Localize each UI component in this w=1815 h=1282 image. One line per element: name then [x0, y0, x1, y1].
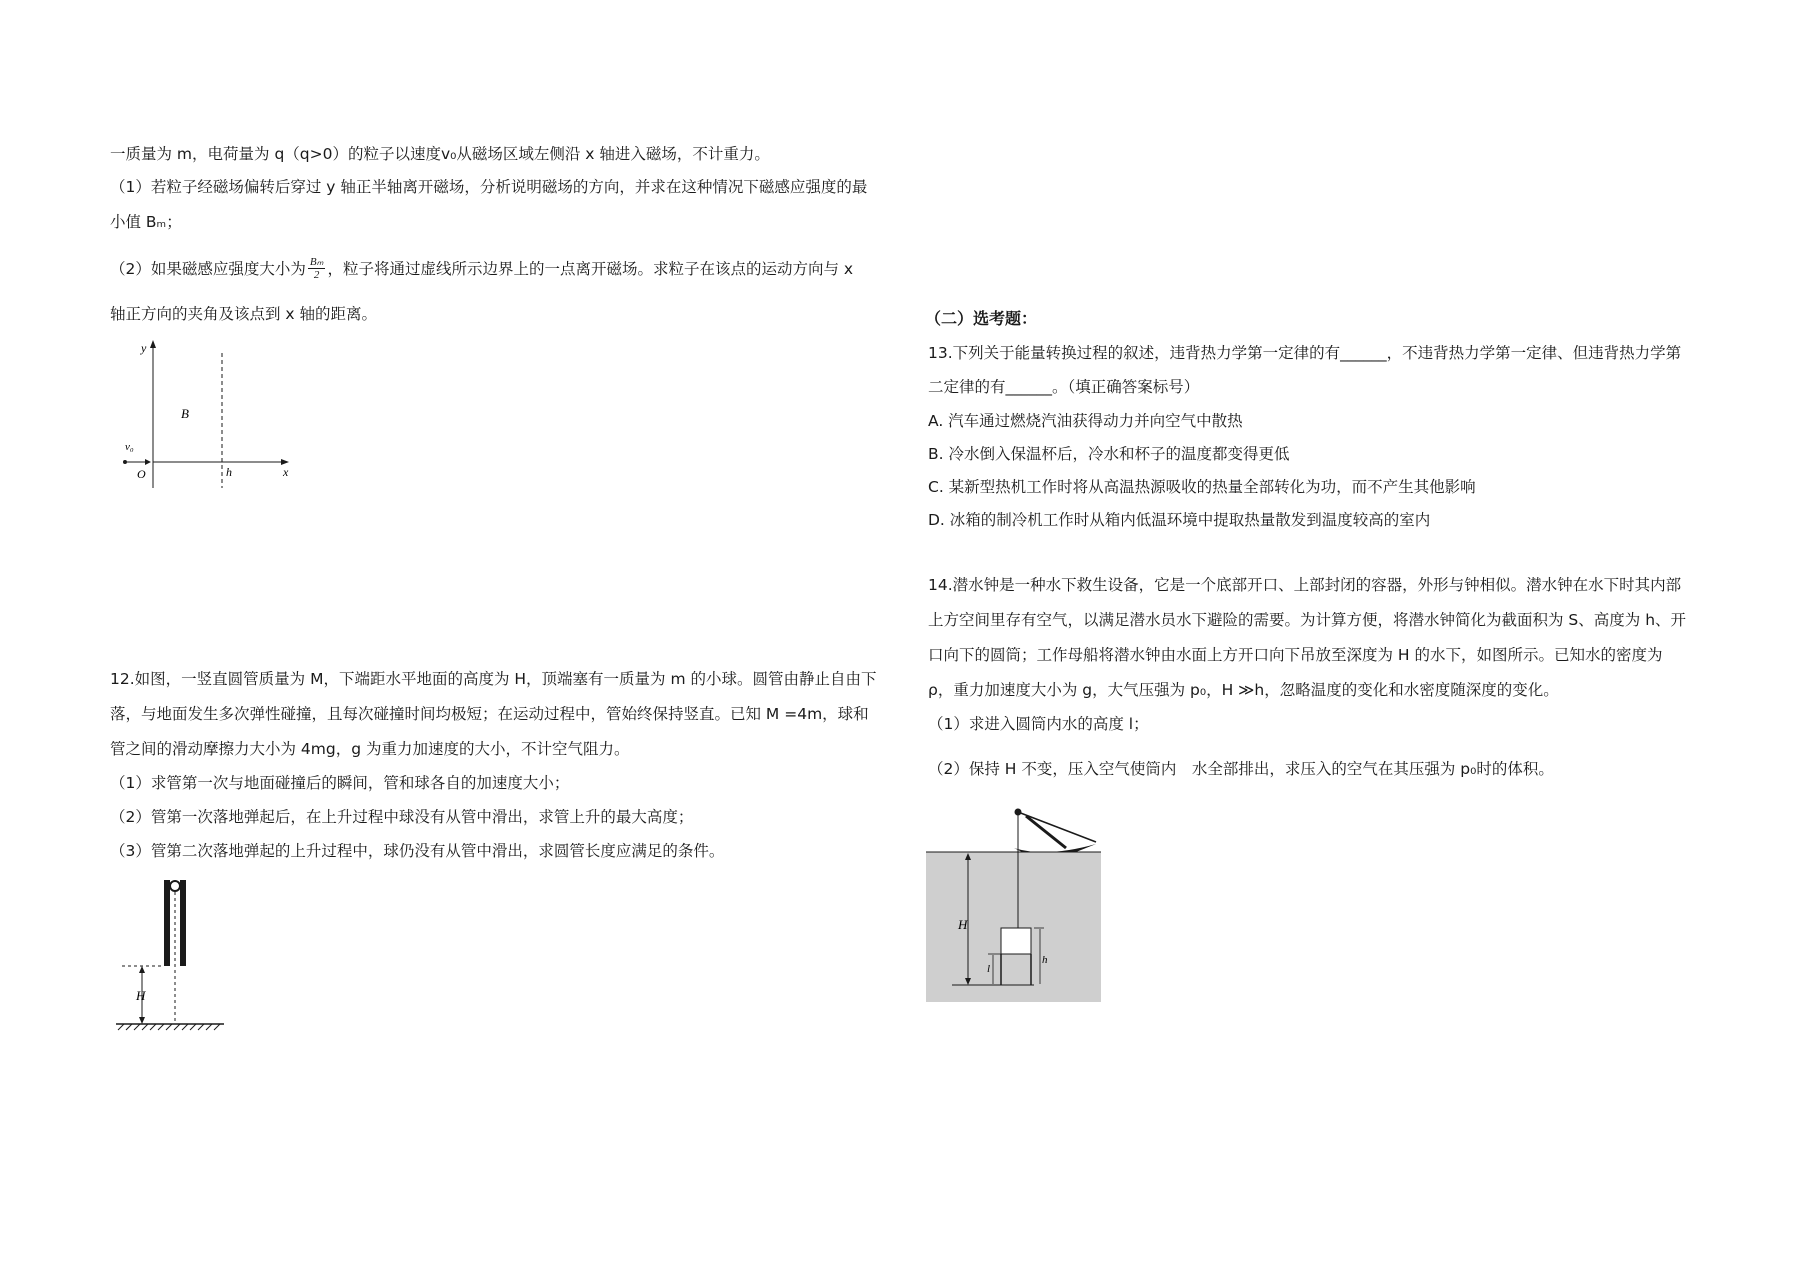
- label-h: h: [1042, 954, 1048, 966]
- crane-support: [1026, 816, 1066, 848]
- velocity-arrowhead: [145, 459, 151, 465]
- label-l: l: [987, 963, 991, 975]
- tube-right-wall: [180, 880, 186, 966]
- label-O: O: [137, 467, 146, 481]
- tube-figure: [112, 876, 232, 1031]
- diving-bell-figure: [926, 800, 1106, 1005]
- ground-hatching: [118, 1024, 220, 1030]
- p12-line-4: （1）求管第一次与地面碰撞后的瞬间，管和球各自的加速度大小；: [110, 774, 570, 792]
- p11-line-2: （1）若粒子经磁场偏转后穿过 y 轴正半轴离开磁场，分析说明磁场的方向，并求在这种情况下磁感应强度的最: [110, 178, 868, 196]
- p13-line-1: 13.下列关于能量转换过程的叙述，违背热力学第一定律的有______，不违背热力学第一定律、但违背热力学第: [928, 344, 1682, 362]
- label-x: x: [283, 465, 289, 479]
- ship-hull: [1014, 844, 1096, 852]
- particle-dot: [123, 460, 127, 464]
- p11-line-5: 轴正方向的夹角及该点到 x 轴的距离。: [110, 305, 378, 323]
- water-region: [926, 852, 1101, 1002]
- p13-option-c: C. 某新型热机工作时将从高温热源吸收的热量全部转化为功，而不产生其他影响: [928, 478, 1476, 496]
- label-H: H: [136, 988, 146, 1003]
- label-y: y: [141, 341, 147, 355]
- p12-line-2: 落，与地面发生多次弹性碰撞，且每次碰撞时间均极短；在运动过程中，管始终保持竖直。已知 M =4m，球和: [110, 705, 869, 723]
- label-v0: v₀: [125, 441, 134, 453]
- p11-line-4a: （2）如果磁感应强度大小为: [110, 259, 306, 278]
- crane-arm: [1018, 812, 1096, 842]
- p11-line-3: 小值 Bₘ；: [110, 213, 182, 231]
- label-B: B: [181, 406, 189, 421]
- p12-line-3: 管之间的滑动摩擦力大小为 4mg，g 为重力加速度的大小，不计空气阻力。: [110, 740, 630, 758]
- p13-option-b: B. 冷水倒入保温杯后，冷水和杯子的温度都变得更低: [928, 445, 1290, 463]
- section-heading-elective: （二）选考题：: [925, 309, 1038, 328]
- height-arrow-top: [139, 966, 145, 973]
- p14-line-3: 口向下的圆筒；工作母船将潜水钟由水面上方开口向下吊放至深度为 H 的水下，如图所示。已知水的密度为: [928, 646, 1663, 664]
- fraction-denominator: 2: [313, 269, 320, 281]
- p11-line-1: 一质量为 m，电荷量为 q（q>0）的粒子以速度v₀从磁场区域左侧沿 x 轴进入磁场，不计重力。: [110, 145, 770, 163]
- p14-line-5: （1）求进入圆筒内水的高度 l；: [928, 715, 1149, 733]
- label-h: h: [226, 465, 232, 479]
- height-arrow-bottom: [139, 1017, 145, 1024]
- p12-line-6: （3）管第二次落地弹起的上升过程中，球仍没有从管中滑出，求圆管长度应满足的条件。: [110, 842, 725, 860]
- y-axis-arrow: [150, 340, 156, 348]
- label-H: H: [958, 917, 968, 932]
- p14-line-2: 上方空间里存有空气，以满足潜水员水下避险的需要。为计算方便，将潜水钟简化为截面积为 S、高度为 h、开: [928, 611, 1687, 629]
- bell-air-space: [1001, 928, 1031, 954]
- fraction: [308, 256, 326, 281]
- ball: [170, 881, 180, 891]
- p11-line-4b: ，粒子将通过虚线所示边界上的一点离开磁场。求粒子在该点的运动方向与 x: [327, 259, 854, 278]
- p12-line-1: 12.如图，一竖直圆管质量为 M，下端距水平地面的高度为 H，顶端塞有一质量为 m 的小球。圆管由静止自由下: [110, 670, 877, 688]
- p13-line-2: 二定律的有______。（填正确答案标号）: [928, 378, 1200, 396]
- p13-option-d: D. 冰箱的制冷机工作时从箱内低温环境中提取热量散发到温度较高的室内: [928, 511, 1431, 529]
- p12-line-5: （2）管第一次落地弹起后，在上升过程中球没有从管中滑出，求管上升的最大高度；: [110, 808, 694, 826]
- p14-line-1: 14.潜水钟是一种水下救生设备，它是一个底部开口、上部封闭的容器，外形与钟相似。潜水钟在水下时其内部: [928, 576, 1682, 594]
- p13-option-a: A. 汽车通过燃烧汽油获得动力并向空气中散热: [928, 412, 1243, 430]
- tube-left-wall: [164, 880, 170, 966]
- p14-line-6: （2）保持 H 不变，压入空气使筒内 水全部排出，求压入的空气在其压强为 p₀时的体积。: [928, 760, 1554, 778]
- fraction-numerator: Bₘ: [309, 256, 324, 268]
- p14-line-4: ρ，重力加速度大小为 g，大气压强为 p₀，H ≫h，忽略温度的变化和水密度随深度的变化。: [928, 681, 1559, 699]
- magnetic-field-figure: [115, 338, 305, 498]
- p11-line-4: [110, 256, 853, 281]
